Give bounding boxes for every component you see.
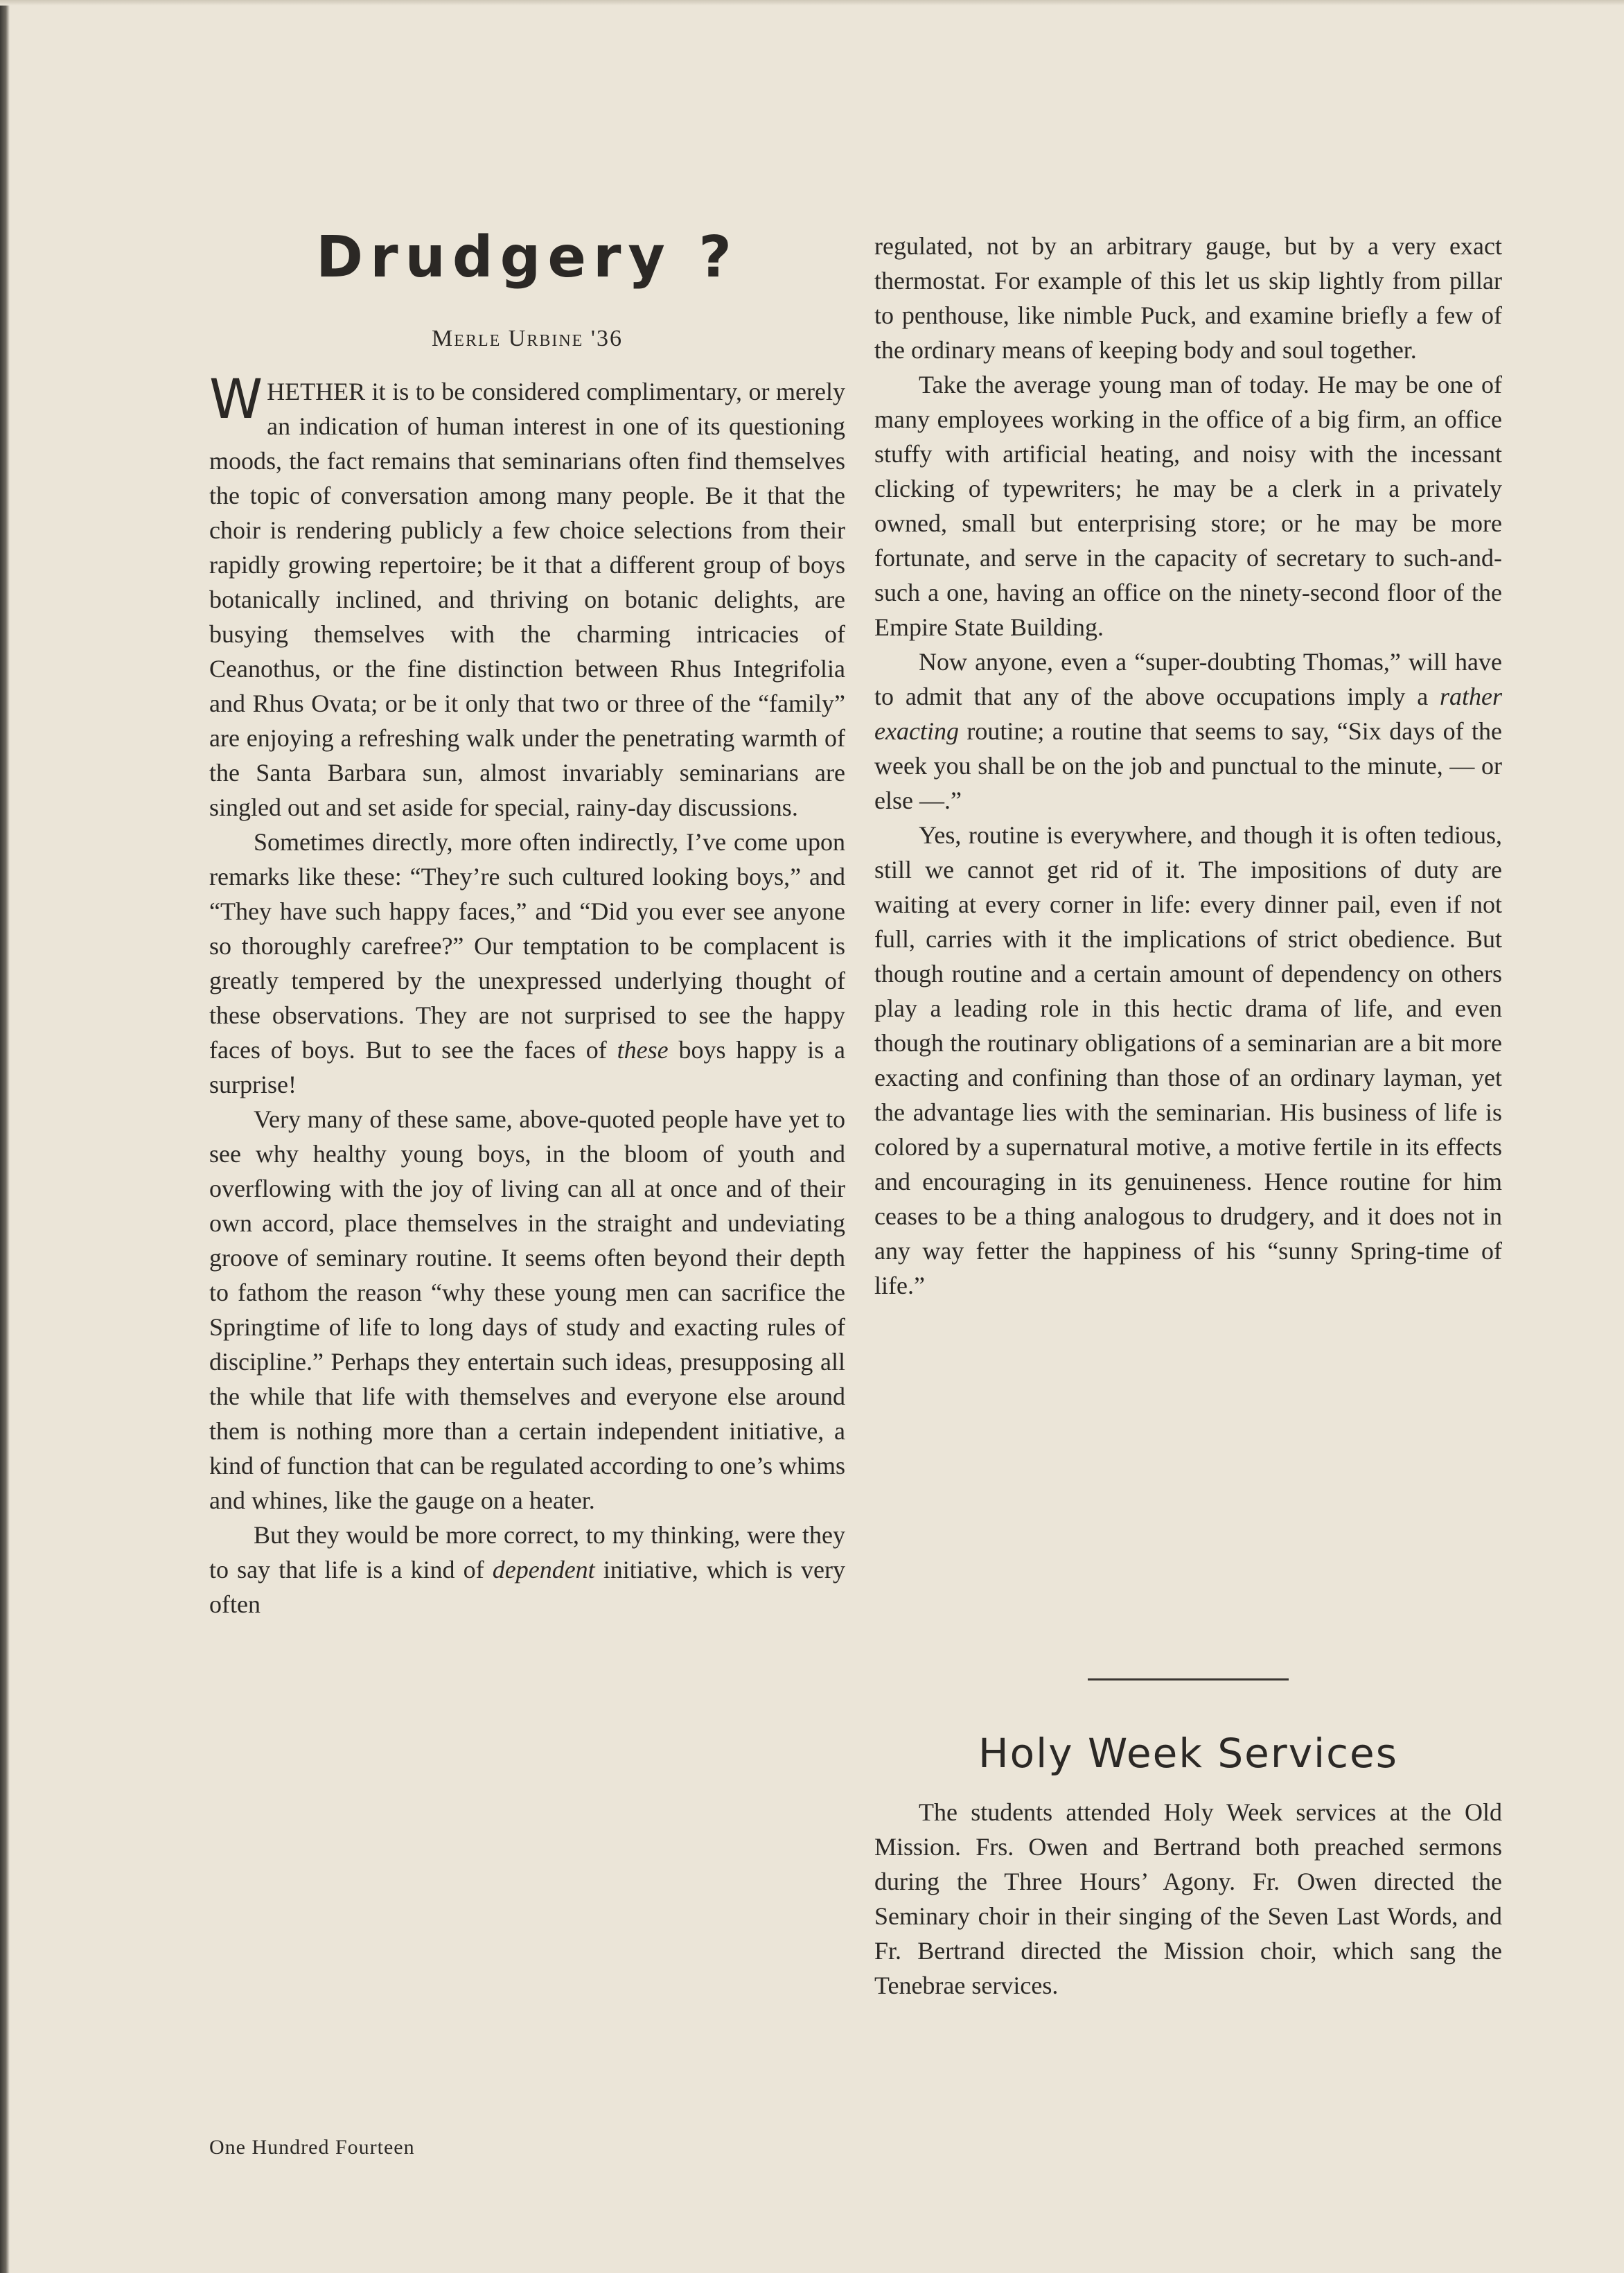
drop-cap: W <box>209 369 263 431</box>
paragraph-7-tail: routine; a routine that seems to say, “Six days of the week you shall be on the job and punctual to the minute, — or else —.” <box>874 717 1502 814</box>
article-paragraph-2 <box>209 825 845 1102</box>
paragraph-4-text: But they would be more correct, to my thinking, were they to say that life is a kind of <box>209 1521 845 1583</box>
paragraph-2-text: Sometimes directly, more often indirectly, I’ve come upon remarks like these: “They’re such cultured looking boys,” and “They have such happy faces,” and “Did you ever see anyone so thoroughly carefree?” Our temptation to be complacent is greatly tempered by the unexpressed underlying thought of these observations. They are not surprised to see the happy faces of boys. But to see the faces of <box>209 828 845 1064</box>
paragraph-1-text: it is to be considered complimentary, or merely an indication of human interest in one of its questioning moods, the fact remains that seminarians often find themselves the topic of conversation among many people. Be it that the choir is rendering publicly a few choice selections from their rapidly growing repertoire; be it that a different group of boys botanically inclined, and thriving on botanic delights, are busying themselves with the charming intricacies of Ceanothus, or the fine distinction between Rhus Integrifolia and Rhus Ovata; or be it only that two or three of the “family” are enjoying a refreshing walk under the penetrating warmth of the Santa Barbara sun, almost invariably seminarians are singled out and set aside for special, rainy-day discussions. <box>209 378 845 821</box>
holy-week-title: Holy Week Services <box>978 1730 1398 1777</box>
holy-week-section <box>874 1795 1502 2003</box>
article-paragraph-4 <box>209 1518 845 1622</box>
emphasis-dependent: dependent <box>492 1556 595 1583</box>
article-paragraph-7 <box>874 644 1502 818</box>
section-divider <box>1088 1678 1289 1680</box>
article-paragraph-5: regulated, not by an arbitrary gauge, but by a very exact thermostat. For example of this let us skip lightly from pillar to penthouse, like nimble Puck, and examine briefly a few of the ordinary means of keeping body and soul together. <box>874 232 1502 364</box>
paragraph-2-tail: boys happy is a surprise! <box>209 1036 846 1098</box>
opening-word: HETHER <box>267 378 366 405</box>
article-right-column <box>874 229 1502 1303</box>
article-paragraph-6: Take the average young man of today. He may be one of many employees working in the office of a big firm, an office stuffy with artificial heating, and noisy with the incessant clicking of typewriters; he may be a clerk in a privately owned, small but enterprising store; or he may be more fortunate, and serve in the capacity of secretary to such-and-such a one, having an office on the ninety-second floor of the Empire State Building. <box>874 371 1502 641</box>
article-left-column <box>209 369 846 1622</box>
binding-edge <box>0 0 10 2273</box>
article-byline: Merle Urbine '36 <box>432 326 623 351</box>
article-paragraph-8: Yes, routine is everywhere, and though it is often tedious, still we cannot get rid of it. The impositions of duty are waiting at every corner in life: every dinner pail, even if not full, carries with it the implications of strict obedience. But though routine and a certain amount of dependency on others play a leading role in this hectic drama of life, and even though the routinary obligations of a seminarian are a bit more exacting and confining than those of an ordinary layman, yet the advantage lies with the seminarian. His business of life is colored by a supernatural motive, a motive fertile in its effects and encouraging in its genuineness. Hence routine for him ceases to be a thing analogous to drudgery, and it does not in any way fetter the happiness of his “sunny Spring-time of life.” <box>874 821 1502 1299</box>
article-paragraph-1 <box>209 369 845 825</box>
emphasis-rather-exacting: rather exacting <box>874 683 1503 745</box>
article-title: Drudgery ? <box>316 225 739 290</box>
page-number: One Hundred Fourteen <box>209 2136 415 2159</box>
article-paragraph-3: Very many of these same, above-quoted people have yet to see why healthy young boys, in the bloom of youth and overflowing with the joy of living can all at once and of their own accord, place themselves in the straight and undeviating groove of seminary routine. It seems often beyond their depth to fathom the reason “why these young men can sacrifice the Springtime of life to long days of study and exacting rules of discipline.” Perhaps they entertain such ideas, presupposing all the while that life with themselves and everyone else around them is nothing more than a certain independent initiative, a kind of function that can be regulated according to one’s whims and whines, like the gauge on a heater. <box>209 1105 845 1514</box>
emphasis-these: these <box>617 1036 669 1064</box>
paragraph-4-tail: initiative, which is very often <box>209 1556 845 1618</box>
holy-week-paragraph: The students attended Holy Week services at the Old Mission. Frs. Owen and Bertrand both preached sermons during the Three Hours’ Agony. Fr. Owen directed the Seminary choir in their singing of the Seven Last Words, and Fr. Bertrand directed the Mission choir, which sang the Tenebrae services. <box>874 1798 1502 1999</box>
page-top-edge <box>0 0 1624 6</box>
paragraph-7-text: Now anyone, even a “super-doubting Thomas,” will have to admit that any of the above occupations imply a <box>874 648 1502 710</box>
